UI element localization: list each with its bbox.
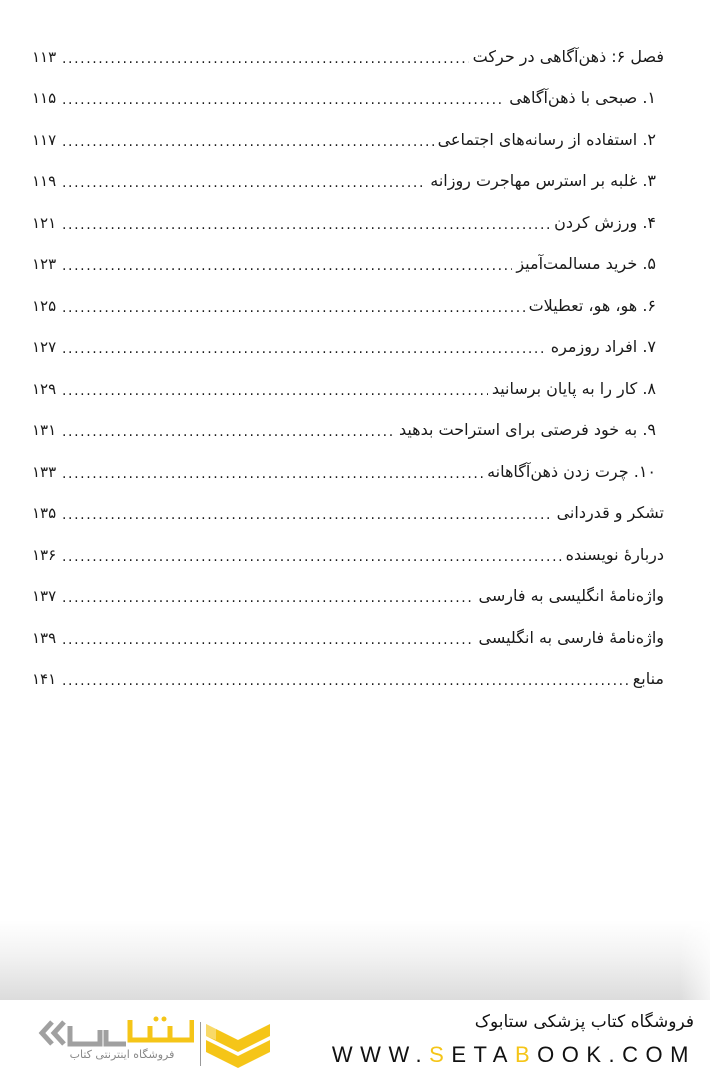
logo-divider xyxy=(200,1022,201,1066)
toc-entry[interactable] xyxy=(32,410,664,452)
store-name: فروشگاه کتاب پزشکی ستابوک xyxy=(474,1012,694,1032)
dot-leader xyxy=(62,628,474,652)
toc-entry-title: ۹. به خود فرصتی برای استراحت بدهید xyxy=(395,418,664,442)
dot-leader xyxy=(62,337,547,361)
toc-entry-page: ۱۳۵ xyxy=(32,504,57,523)
toc-entry-title: ۴. ورزش کردن xyxy=(550,211,664,235)
dot-leader xyxy=(62,254,512,278)
toc-entry-page: ۱۳۶ xyxy=(32,545,57,564)
dot-leader xyxy=(62,130,434,154)
toc-entry-title: ۲. استفاده از رسانه‌های اجتماعی xyxy=(434,128,664,152)
logo-wordmark-icon xyxy=(34,1016,194,1050)
toc-entry-title: ۷. افراد روزمره xyxy=(547,335,664,359)
toc-entry-page: ۱۲۹ xyxy=(32,379,57,398)
toc-entry-title: ۱۰. چرت زدن ذهن‌آگاهانه xyxy=(483,460,664,484)
toc-entry[interactable] xyxy=(32,161,664,203)
toc-entry[interactable] xyxy=(32,451,664,493)
toc-entry-title: منابع xyxy=(629,667,664,691)
table-of-contents xyxy=(32,36,664,700)
toc-entry-page: ۱۲۳ xyxy=(32,255,57,274)
toc-entry[interactable] xyxy=(32,617,664,659)
toc-entry-page: ۱۴۱ xyxy=(32,670,57,689)
toc-entry-title: فصل ۶: ذهن‌آگاهی در حرکت xyxy=(469,45,664,69)
toc-entry-title: ۱. صبحی با ذهن‌آگاهی xyxy=(505,86,664,110)
toc-entry[interactable] xyxy=(32,493,664,535)
toc-entry[interactable] xyxy=(32,285,664,327)
toc-entry-title: ۵. خرید مسالمت‌آمیز xyxy=(512,252,664,276)
dot-leader xyxy=(62,462,483,486)
toc-entry-title: واژه‌نامهٔ فارسی به انگلیسی xyxy=(474,626,664,650)
toc-entry-page: ۱۳۹ xyxy=(32,628,57,647)
toc-entry[interactable] xyxy=(32,78,664,120)
toc-entry-page: ۱۳۱ xyxy=(32,421,57,440)
dot-leader xyxy=(62,669,629,693)
toc-entry-page: ۱۳۳ xyxy=(32,462,57,481)
toc-entry-page: ۱۱۵ xyxy=(32,89,57,108)
dot-leader xyxy=(62,296,525,320)
toc-entry-title: واژه‌نامهٔ انگلیسی به فارسی xyxy=(474,584,664,608)
toc-entry-title: ۳. غلبه بر استرس مهاجرت روزانه xyxy=(426,169,664,193)
dot-leader xyxy=(62,586,474,610)
toc-entry[interactable] xyxy=(32,576,664,618)
toc-entry-page: ۱۲۱ xyxy=(32,213,57,232)
url-part: ETA xyxy=(451,1042,515,1067)
toc-entry[interactable] xyxy=(32,202,664,244)
toc-entry[interactable] xyxy=(32,368,664,410)
toc-entry-page: ۱۲۷ xyxy=(32,338,57,357)
dot-leader xyxy=(62,171,426,195)
toc-entry-page: ۱۱۷ xyxy=(32,130,57,149)
dot-leader xyxy=(62,47,469,71)
dot-leader xyxy=(62,545,562,569)
toc-entry-page: ۱۱۹ xyxy=(32,172,57,191)
toc-entry[interactable] xyxy=(32,244,664,286)
dot-leader xyxy=(62,379,488,403)
dot-leader xyxy=(62,88,505,112)
dot-leader xyxy=(62,213,550,237)
page-bottom-shadow xyxy=(0,920,710,1000)
dot-leader xyxy=(62,420,395,444)
url-highlight: S xyxy=(429,1042,452,1067)
toc-entry[interactable] xyxy=(32,119,664,161)
url-part: OOK.COM xyxy=(537,1042,696,1067)
toc-entry-title: ۶. هو، هو، تعطیلات xyxy=(525,294,664,318)
toc-entry[interactable] xyxy=(32,534,664,576)
toc-entry[interactable] xyxy=(32,327,664,369)
toc-entry-title: تشکر و قدردانی xyxy=(553,501,664,525)
url-highlight: B xyxy=(514,1042,538,1067)
toc-entry-page: ۱۳۷ xyxy=(32,587,57,606)
logo-tagline: فروشگاه اینترنتی کتاب xyxy=(69,1048,175,1061)
setabook-chevron-logo-icon xyxy=(206,1020,270,1070)
toc-entry-page: ۱۲۵ xyxy=(32,296,57,315)
toc-entry[interactable] xyxy=(32,36,664,78)
store-url-link[interactable] xyxy=(332,1042,696,1068)
toc-entry-title: دربارهٔ نویسنده xyxy=(562,543,664,567)
url-part: WWW. xyxy=(331,1042,430,1067)
toc-entry-title: ۸. کار را به پایان برسانید xyxy=(488,377,664,401)
toc-entry[interactable] xyxy=(32,659,664,701)
toc-entry-page: ۱۱۳ xyxy=(32,47,57,66)
setabook-logo[interactable] xyxy=(30,1014,275,1074)
dot-leader xyxy=(62,503,553,527)
